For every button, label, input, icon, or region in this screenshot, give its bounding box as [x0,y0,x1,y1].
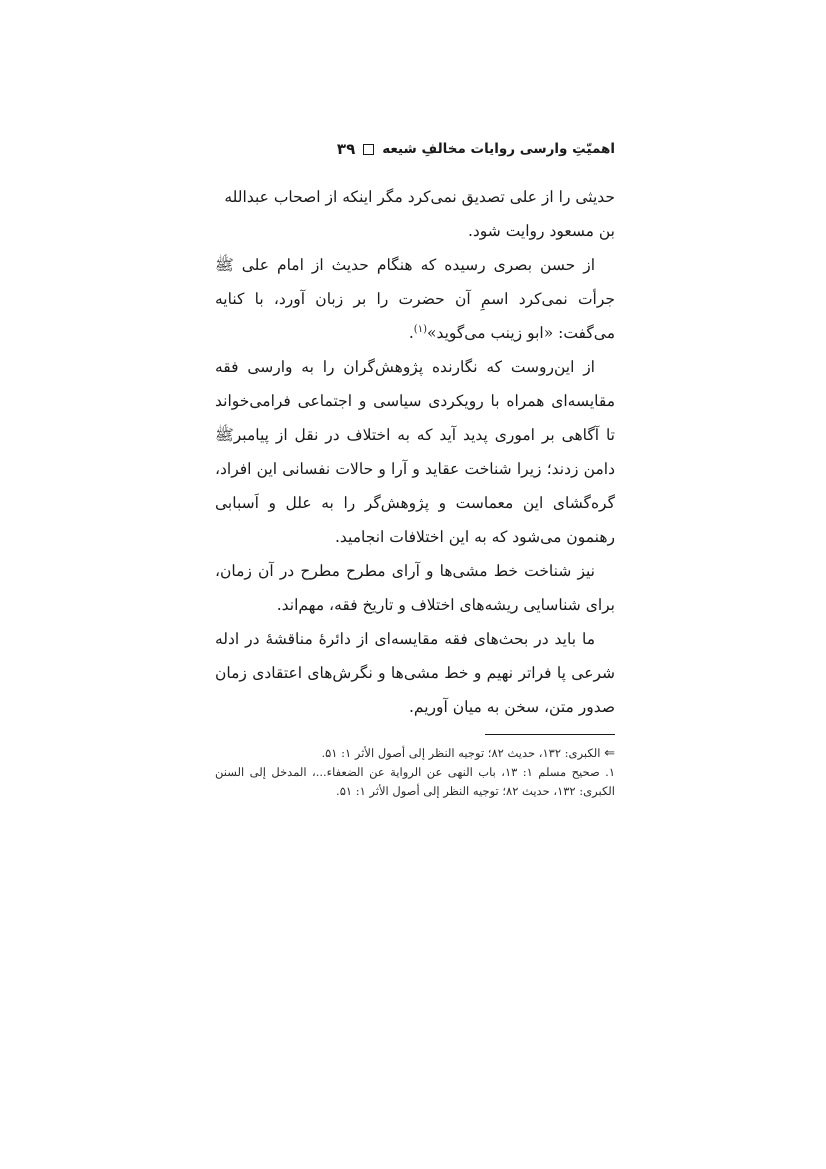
main-text [215,180,615,724]
footnote-reference-1[interactable]: (۱) [413,323,427,335]
running-header [337,140,615,158]
footnote-1-number: ۱. [605,765,616,779]
footnote-separator [485,734,615,735]
paragraph-1-line-2: بن مسعود روایت شود. [467,222,615,240]
paragraph-1-line-1: حدیثی را از علی تصدیق نمی‌کرد مگر اینکه از اصحاب عبدالله [224,188,615,206]
paragraph-2-text: از حسن بصری رسیده که هنگام حدیث از امام علی ﷺ جرأت نمی‌کرد اسمِ آن حضرت را بر زبان آورد، با کنایه می‌گفت: «ابو زینب می‌گوید» [215,256,615,342]
paragraph-5: ما باید در بحث‌های فقه مقایسه‌ای از دائرهٔ مناقشهٔ در ادله شرعی پا فراتر نهیم و خط مشی‌ها و نگرش‌های اعتقادی زمان صدور متن، سخن به میان آوریم. [215,630,615,716]
page-number: ۳۹ [336,140,356,158]
paragraph-3: از این‌روست که نگارنده پژوهش‌گران را به وارسی فقه مقایسه‌ای همراه با رویکردی سیاسی و اجتماعی فرامی‌خواند تا آگاهی بر اموری پدید آید که به اختلاف در نقل از پیامبرﷺ دامن زدند؛ زیرا شناخت عقاید و آرا و حالات نفسانی این افراد، گره‌گشای این معماست و پژوهش‌گر را به علل و اَسبابی رهنمون می‌شود که به این اختلافات انجامید. [215,358,615,546]
footnote-continuation-text: الکبری: ۱۳۲، حدیث ۸۲؛ توجیه النظر إلی أصول الأثر ۱: ۵۱. [321,746,601,760]
paragraph-2-end: . [408,324,414,342]
running-header-title: اهمیّتِ وارسی روایات مخالفِ شیعه [382,141,615,157]
footnote-continuation [215,744,615,763]
continuation-arrow-icon: ⇐ [604,746,615,761]
header-square-icon [363,144,374,155]
footnote-1-text: صحیح مسلم ۱: ۱۳، باب النهی عن الروایة عن الضعفاء...، المدخل إلی السنن الکبری: ۱۳۲، حدیث ۸۲؛ توجیه النظر إلی أصول الأثر ۱: ۵۱. [215,765,615,798]
paragraph-2 [215,248,615,350]
footnote-1 [215,763,615,801]
footnotes [215,744,615,801]
paragraph-4: نیز شناخت خط مشی‌ها و آرای مطرح مطرح در آن زمان، برای شناسایی ریشه‌های اختلاف و تاریخ فقه، مهم‌اند. [215,562,615,614]
